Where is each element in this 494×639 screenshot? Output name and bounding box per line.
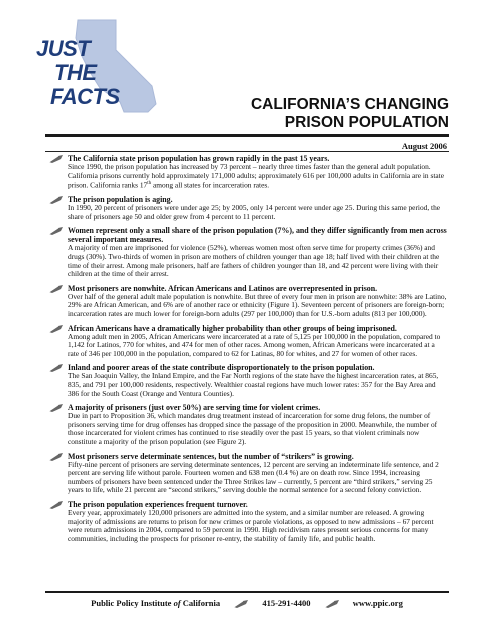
logo-word-just: JUST [36, 36, 91, 61]
fact-item [48, 154, 447, 190]
footer-website[interactable]: www.ppic.org [352, 598, 403, 608]
page-title [251, 96, 449, 132]
pen-nib-icon [49, 325, 63, 333]
header-rule [45, 134, 449, 137]
fact-body: Since 1990, the prison population has increased by 73 percent – nearly three times faster than the general adult population. California prisons currently hold approximately 171,000 adults; approximately 616 per 100,000 adults in California are in state prison. California ranks 17th among all states for incarceration rates. [68, 162, 445, 190]
fact-item [48, 324, 447, 359]
fact-item [48, 226, 447, 278]
fact-body: Fifty-nine percent of prisoners are serving determinate sentences, 12 percent are serving an indeterminate life sentence, and 2 percent are serving life without parole. Fourteen women and 638 men (0.4 %) are on death row. Since 1994, increasing numbers of prisoners have been sentenced under the Three Strikes law – currently, 5 percent are “third strikers,” serving 25 years to life, while 21 percent are “second strikers,” serving double the normal sentence for a second felony conviction. [68, 459, 439, 495]
fact-item [48, 452, 447, 495]
publication-date: August 2006 [401, 141, 447, 151]
fact-body: Every year, approximately 120,000 prisoners are admitted into the system, and a similar number are released. A growing majority of admissions are returns to prison for new crimes or parole violations, as opposed to new admissions – 67 percent were return admissions in 2004, compared to 59 percent in 1990. High recidivism rates present serious concerns for many communities, including the prospects for prisoner re-entry, the stability of family life, and public health. [68, 507, 434, 543]
footer-phone: 415-291-4400 [262, 598, 311, 608]
fact-heading: The prison population experiences frequent turnover. [68, 499, 248, 509]
facts-list [48, 154, 447, 548]
fact-heading: A majority of prisoners (just over 50%) are serving time for violent crimes. [68, 403, 321, 413]
pen-nib-icon [49, 285, 63, 293]
footer [45, 598, 449, 608]
pen-nib-icon [49, 196, 63, 204]
fact-item [48, 363, 447, 398]
footer-org: Public Policy Institute of California [91, 598, 221, 608]
fact-body: The San Joaquin Valley, the Inland Empire, and the Far North regions of the state have the highest incarceration rates, at 865, 835, and 791 per 100,000 residents, respectively. Wealthier coastal regions have much lower rates: 357 for the Bay Area and 386 for the South Coast (Orange and Ventura Counties). [68, 371, 439, 398]
fact-body: Over half of the general adult male population is nonwhite. But three of every four men in prison are nonwhite: 38% are Latino, 29% are African American, and 6% are of another race or ethnicity (Figure 1). Seventeen percent of prisoners are foreign-born; incarceration rates are much lower for foreign-born adults (297 per 100,000) than for U.S.-born adults (813 per 100,000). [68, 291, 447, 318]
pen-nib-icon [234, 600, 248, 608]
date-rule [45, 151, 449, 152]
pen-nib-icon [49, 501, 63, 509]
pen-nib-icon [49, 155, 63, 163]
title-line-2: PRISON POPULATION [284, 114, 449, 131]
fact-body: Due in part to Proposition 36, which mandates drug treatment instead of incarceration for some drug felons, the number of prisoners serving time for drug offenses has dropped since the passage of the proposition in 2000. Meanwhile, the number of those incarcerated for violent crimes has continued to rise steadily over the past 15 years, so that violent criminals now constitute a majority of the prison population (see Figure 2). [68, 411, 438, 446]
fact-heading: Most prisoners serve determinate sentences, but the number of “strikers” is growing. [68, 451, 354, 461]
fact-heading: The California state prison population has grown rapidly in the past 15 years. [68, 154, 330, 163]
pen-nib-icon [325, 600, 339, 608]
fact-heading: The prison population is aging. [68, 195, 173, 205]
title-line-1: CALIFORNIA’S CHANGING [250, 96, 449, 113]
logo-word-facts: FACTS [50, 84, 120, 109]
fact-heading: Most prisoners are nonwhite. African Americans and Latinos are overrepresented in prison. [68, 283, 378, 293]
fact-heading: Inland and poorer areas of the state contribute disproportionately to the prison population. [68, 363, 375, 373]
fact-body: Among adult men in 2005, African Americans were incarcerated at a rate of 5,125 per 100,000 in the population, compared to 1,142 for Latinos, 770 for whites, and 474 for men of other races. Among women, African Americans were incarcerated at a rate of 346 per 100,000 in the population, compared to 62 for Latinas, 80 for whites, and 27 for women of other races. [68, 331, 441, 358]
footer-rule [45, 591, 449, 593]
fact-heading: Women represent only a small share of the prison population (7%), and they differ significantly from men across several important measures. [68, 226, 447, 245]
pen-nib-icon [49, 364, 63, 372]
just-the-facts-logo [20, 16, 170, 116]
pen-nib-icon [49, 453, 63, 461]
fact-item [48, 195, 447, 221]
fact-item [48, 403, 447, 446]
fact-body: A majority of men are imprisoned for violence (52%), whereas women most often serve time for property crimes (36%) and drugs (30%). Two-thirds of women in prison are mothers of children younger than age 18; half lived with their children at the time of their arrest. Among male prisoners, half are fathers of children younger than 18, and 42 percent were living with their children at the time of their arrest. [68, 243, 440, 279]
fact-item [48, 284, 447, 319]
fact-heading: African Americans have a dramatically higher probability than other groups of being imprisoned. [68, 323, 397, 333]
fact-item [48, 500, 447, 543]
logo-word-the: THE [54, 60, 97, 85]
pen-nib-icon [49, 404, 63, 412]
pen-nib-icon [49, 227, 63, 235]
fact-body: In 1990, 20 percent of prisoners were under age 25; by 2005, only 14 percent were under age 25. During this same period, the share of prisoners age 50 and older grew from 4 percent to 11 percent. [68, 203, 441, 221]
